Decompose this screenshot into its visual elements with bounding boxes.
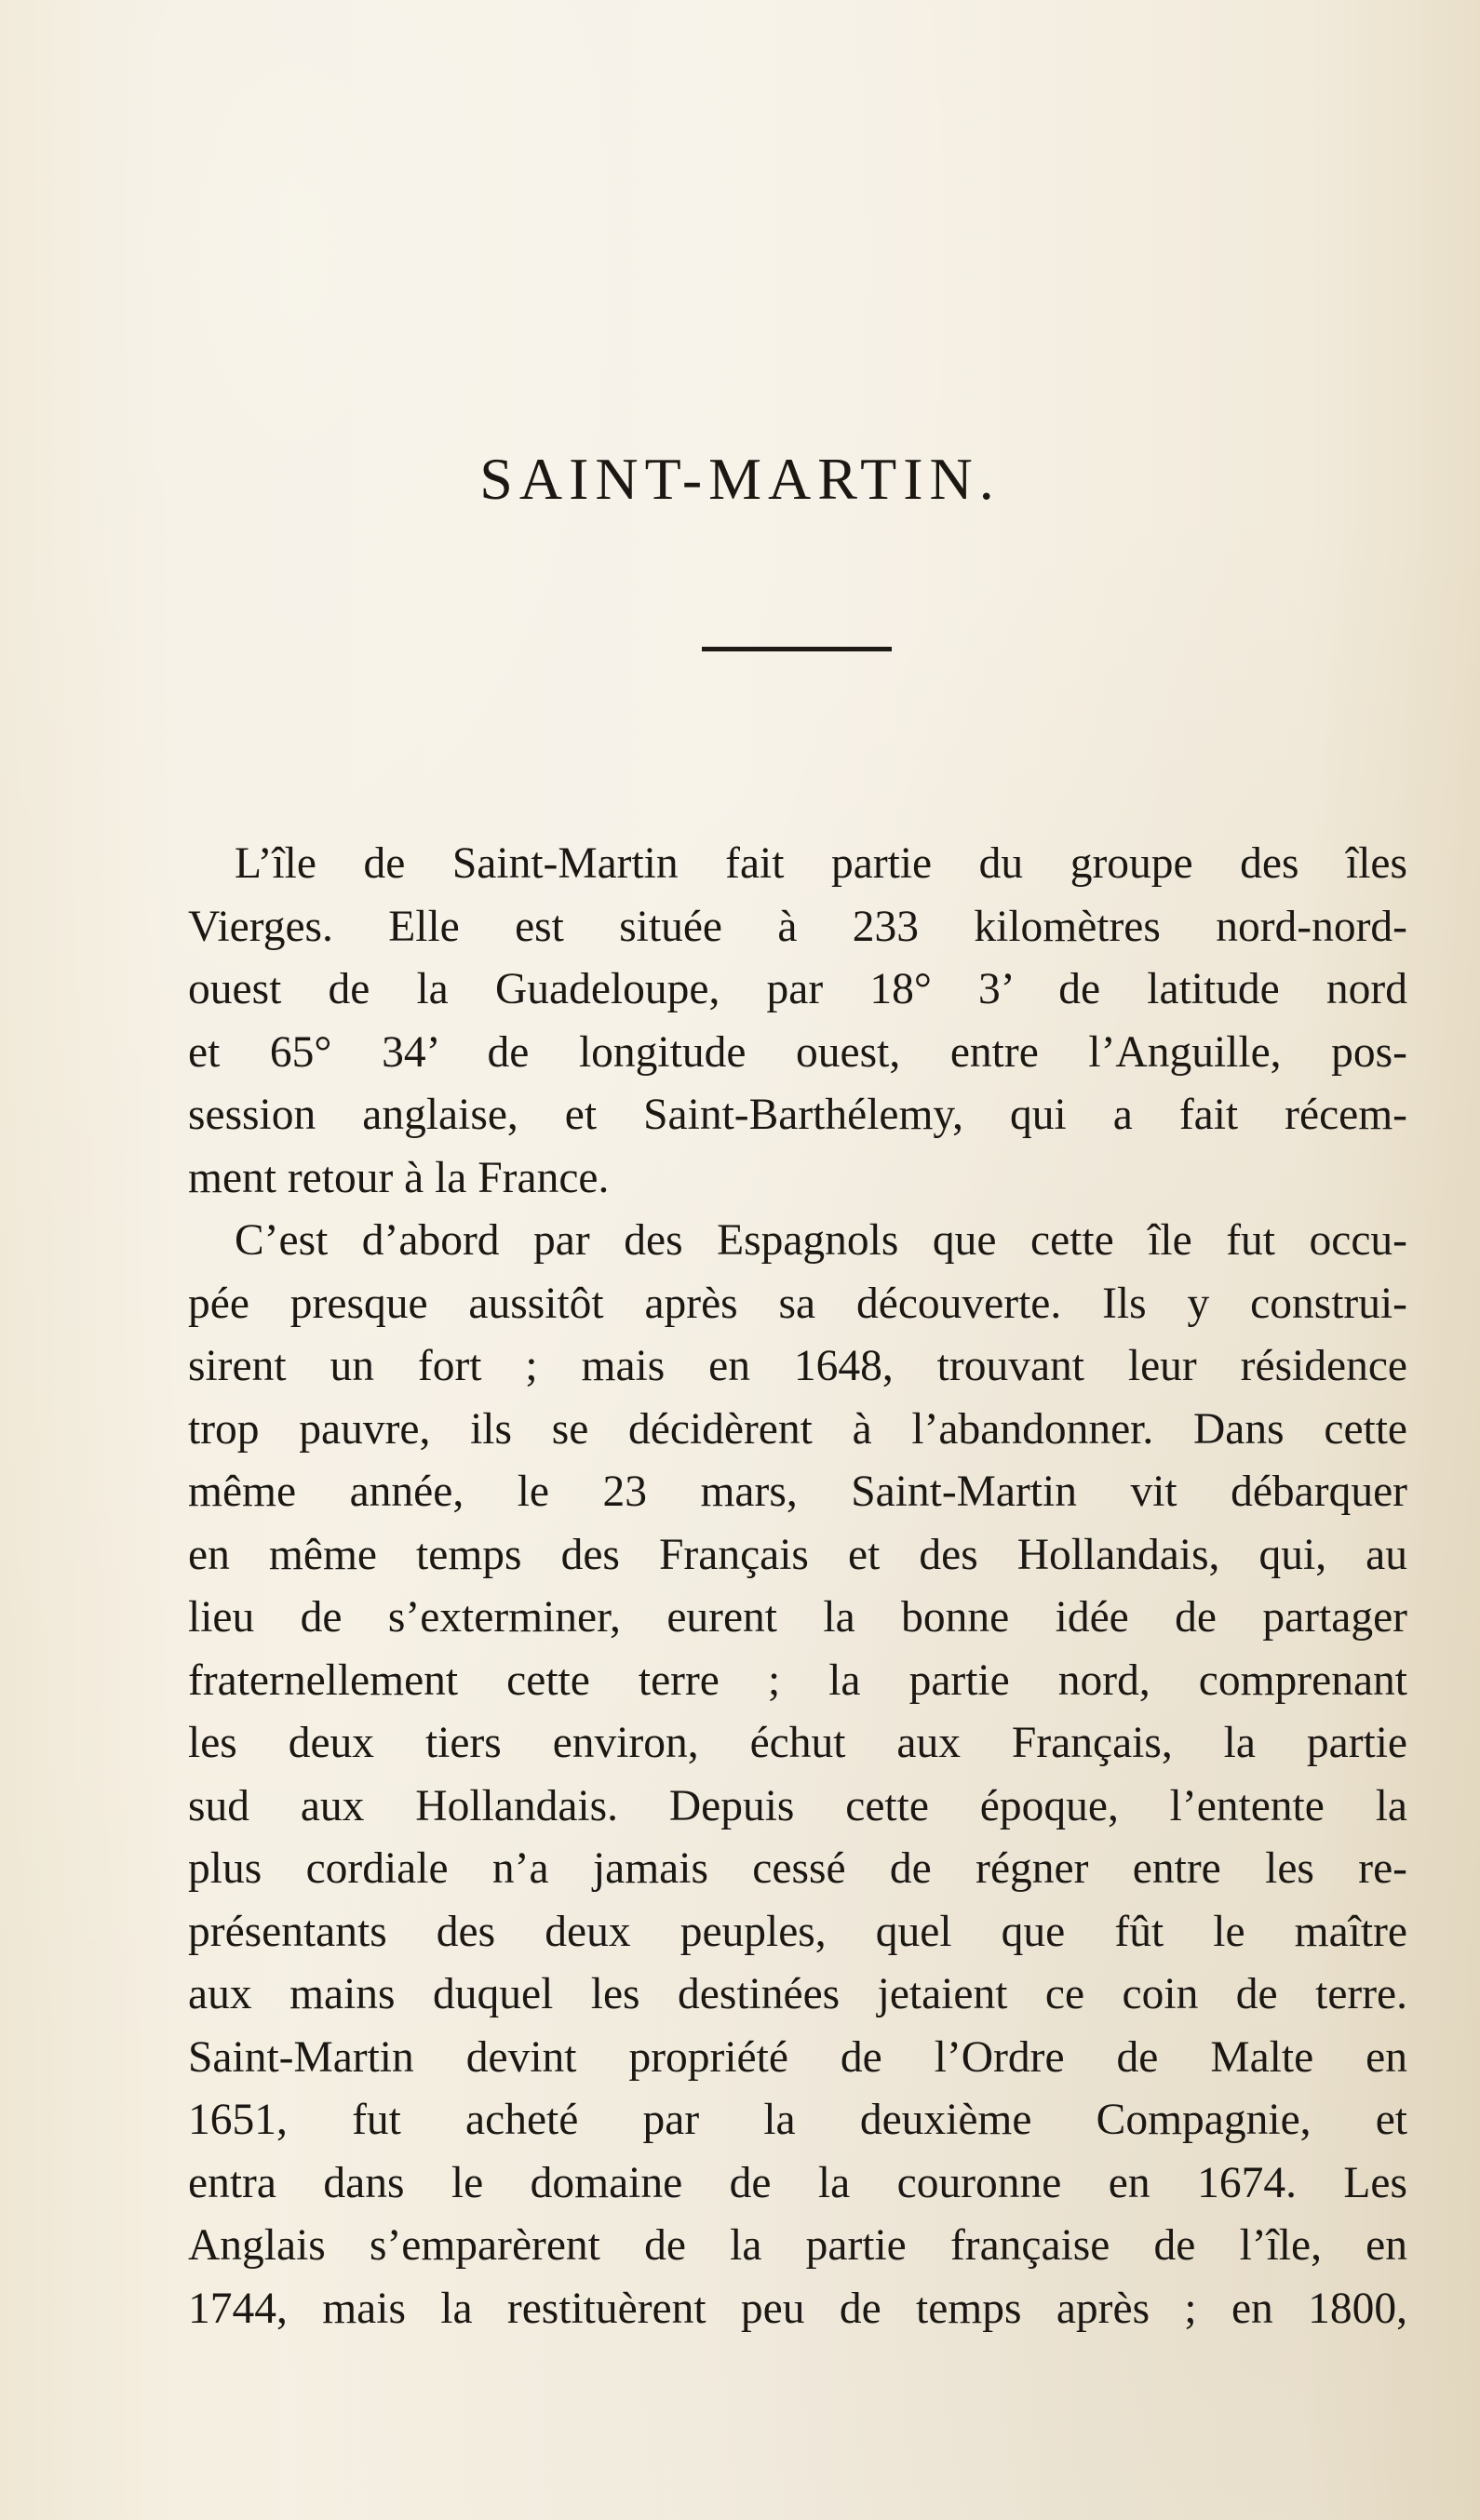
text-line: plus cordiale n’a jamais cessé de régner entre les re-	[188, 1844, 1407, 1893]
text-line: ouest de la Guadeloupe, par 18° 3’ de latitude nord	[188, 965, 1407, 1013]
text-line: 1744, mais la restituèrent peu de temps après ; en 1800,	[188, 2284, 1407, 2333]
text-line: sirent un fort ; mais en 1648, trouvant leur résidence	[188, 1342, 1407, 1390]
body-text	[188, 833, 1407, 2340]
page-title: SAINT-MARTIN.	[479, 446, 1001, 512]
text-line: C’est d’abord par des Espagnols que cette île fut occu-	[235, 1216, 1407, 1265]
text-line: pée presque aussitôt après sa découverte. Ils y construi-	[188, 1279, 1407, 1328]
text-line: et 65° 34’ de longitude ouest, entre l’Anguille, pos-	[188, 1027, 1407, 1077]
text-line: lieu de s’exterminer, eurent la bonne idée de partager	[188, 1593, 1407, 1642]
text-line: présentants des deux peuples, quel que fût le maître	[188, 1907, 1407, 1956]
text-line: aux mains duquel les destinées jetaient ce coin de terre.	[188, 1970, 1407, 2018]
text-line: les deux tiers environ, échut aux Français, la partie	[188, 1719, 1407, 1767]
text-line: Anglais s’emparèrent de la partie française de l’île, en	[188, 2221, 1407, 2270]
text-line: même année, le 23 mars, Saint-Martin vit débarquer	[188, 1468, 1407, 1516]
text-line: Vierges. Elle est située à 233 kilomètres nord-nord-	[188, 902, 1407, 951]
text-line: 1651, fut acheté par la deuxième Compagnie, et	[188, 2096, 1407, 2144]
title-rule-divider	[702, 647, 892, 651]
text-line: fraternellement cette terre ; la partie nord, comprenant	[188, 1655, 1407, 1705]
text-line: session anglaise, et Saint-Barthélemy, qui a fait récem-	[188, 1091, 1407, 1139]
text-line: sud aux Hollandais. Depuis cette époque, l’entente la	[188, 1781, 1407, 1830]
text-line: entra dans le domaine de la couronne en 1674. Les	[188, 2158, 1407, 2207]
text-line: ment retour à la France.	[188, 1153, 610, 1202]
text-line: Saint-Martin devint propriété de l’Ordre de Malte en	[188, 2032, 1407, 2082]
text-line: L’île de Saint-Martin fait partie du groupe des îles	[235, 839, 1407, 888]
text-line: trop pauvre, ils se décidèrent à l’abandonner. Dans cette	[188, 1404, 1407, 1454]
text-line: en même temps des Français et des Hollandais, qui, au	[188, 1530, 1407, 1579]
